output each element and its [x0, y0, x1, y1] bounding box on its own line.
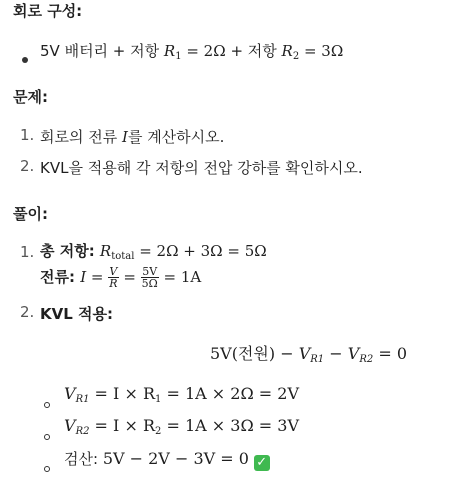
vr2-expr-sub: 2: [155, 426, 162, 437]
current-label: 전류:: [40, 268, 81, 286]
vr1-expr-b: = 1A × 2Ω = 2V: [161, 384, 300, 403]
vr2-expr-b: = 1A × 3Ω = 3V: [161, 416, 300, 435]
circuit-plus: + 저항: [225, 42, 282, 60]
kvl-label: KVL 적용:: [40, 305, 113, 323]
kvl-v2: V: [347, 344, 360, 363]
vr1-var: V: [64, 384, 76, 403]
kvl-end: = 0: [373, 344, 407, 363]
problem-1-after: 를 계산하시오.: [127, 128, 225, 146]
verification-label: 검산:: [64, 450, 103, 468]
fraction-5ohm: 5Ω: [141, 277, 158, 290]
r-total-var: R: [99, 242, 112, 260]
voltage-drop-r1: [64, 384, 299, 405]
problem-2-number: 2.: [20, 157, 35, 175]
current-result: = 1A: [158, 268, 202, 286]
fraction-r: R: [109, 277, 118, 290]
current-eq2: =: [118, 268, 141, 286]
problem-1-number: 1.: [20, 126, 35, 144]
section-heading-solution: 풀이:: [13, 205, 48, 223]
total-resistance-line: [40, 240, 267, 262]
current-eq: =: [86, 268, 109, 286]
r2-var: R: [281, 42, 293, 60]
r1-var: R: [163, 42, 176, 60]
kvl-v2-sub: R2: [359, 354, 374, 365]
kvl-source: 5V(전원) −: [210, 344, 299, 363]
vr2-sub: R2: [75, 426, 90, 437]
kvl-minus: −: [324, 344, 348, 363]
vr2-expr-a: = I × R: [89, 416, 155, 435]
section-heading-problem: 문제:: [13, 88, 48, 106]
r2-sub: 2: [292, 51, 300, 62]
problem-1-var: I: [122, 128, 128, 146]
problem-1-before: 회로의 전류: [40, 128, 122, 146]
r2-value: = 3Ω: [299, 42, 344, 60]
r1-value: = 2Ω: [181, 42, 226, 60]
step-1-number: 1.: [20, 243, 35, 261]
section-heading-circuit: 회로 구성:: [13, 2, 83, 20]
vr2-var: V: [64, 416, 76, 435]
fraction-v: V: [109, 265, 118, 278]
check-mark-icon: ✓: [254, 455, 270, 471]
circuit-description: [40, 40, 343, 62]
bullet-ring-icon: [44, 426, 50, 444]
bullet-dot-icon: [22, 49, 28, 67]
bullet-ring-icon: [44, 394, 50, 412]
voltage-drop-r2: [64, 416, 299, 437]
bullet-ring-icon: [44, 458, 50, 476]
r1-sub: 1: [175, 51, 182, 62]
current-var: I: [80, 268, 87, 286]
vr1-expr-sub: 1: [155, 394, 162, 405]
problem-2-text: KVL을 적용해 각 저항의 전압 강하를 확인하시오.: [40, 159, 363, 177]
fraction-5v-over-5ohm: [141, 266, 159, 289]
kvl-equation: [210, 341, 407, 365]
r-total-sub: total: [111, 251, 135, 262]
fraction-5v: 5V: [142, 265, 158, 278]
r-total-expr: = 2Ω + 3Ω = 5Ω: [134, 242, 267, 260]
kvl-v1: V: [298, 344, 311, 363]
kvl-v1-sub: R1: [310, 354, 325, 365]
current-line: [40, 266, 201, 289]
verification-line: [64, 448, 270, 471]
vr1-expr-a: = I × R: [89, 384, 155, 403]
circuit-prefix: 5V 배터리 + 저항: [40, 42, 164, 60]
vr1-sub: R1: [75, 394, 90, 405]
total-resistance-label: 총 저항:: [40, 242, 100, 260]
step-2-number: 2.: [20, 303, 35, 321]
verification-expr: 5V − 2V − 3V = 0: [102, 449, 249, 468]
fraction-v-over-r: [108, 266, 118, 289]
problem-1-text: [40, 126, 224, 147]
